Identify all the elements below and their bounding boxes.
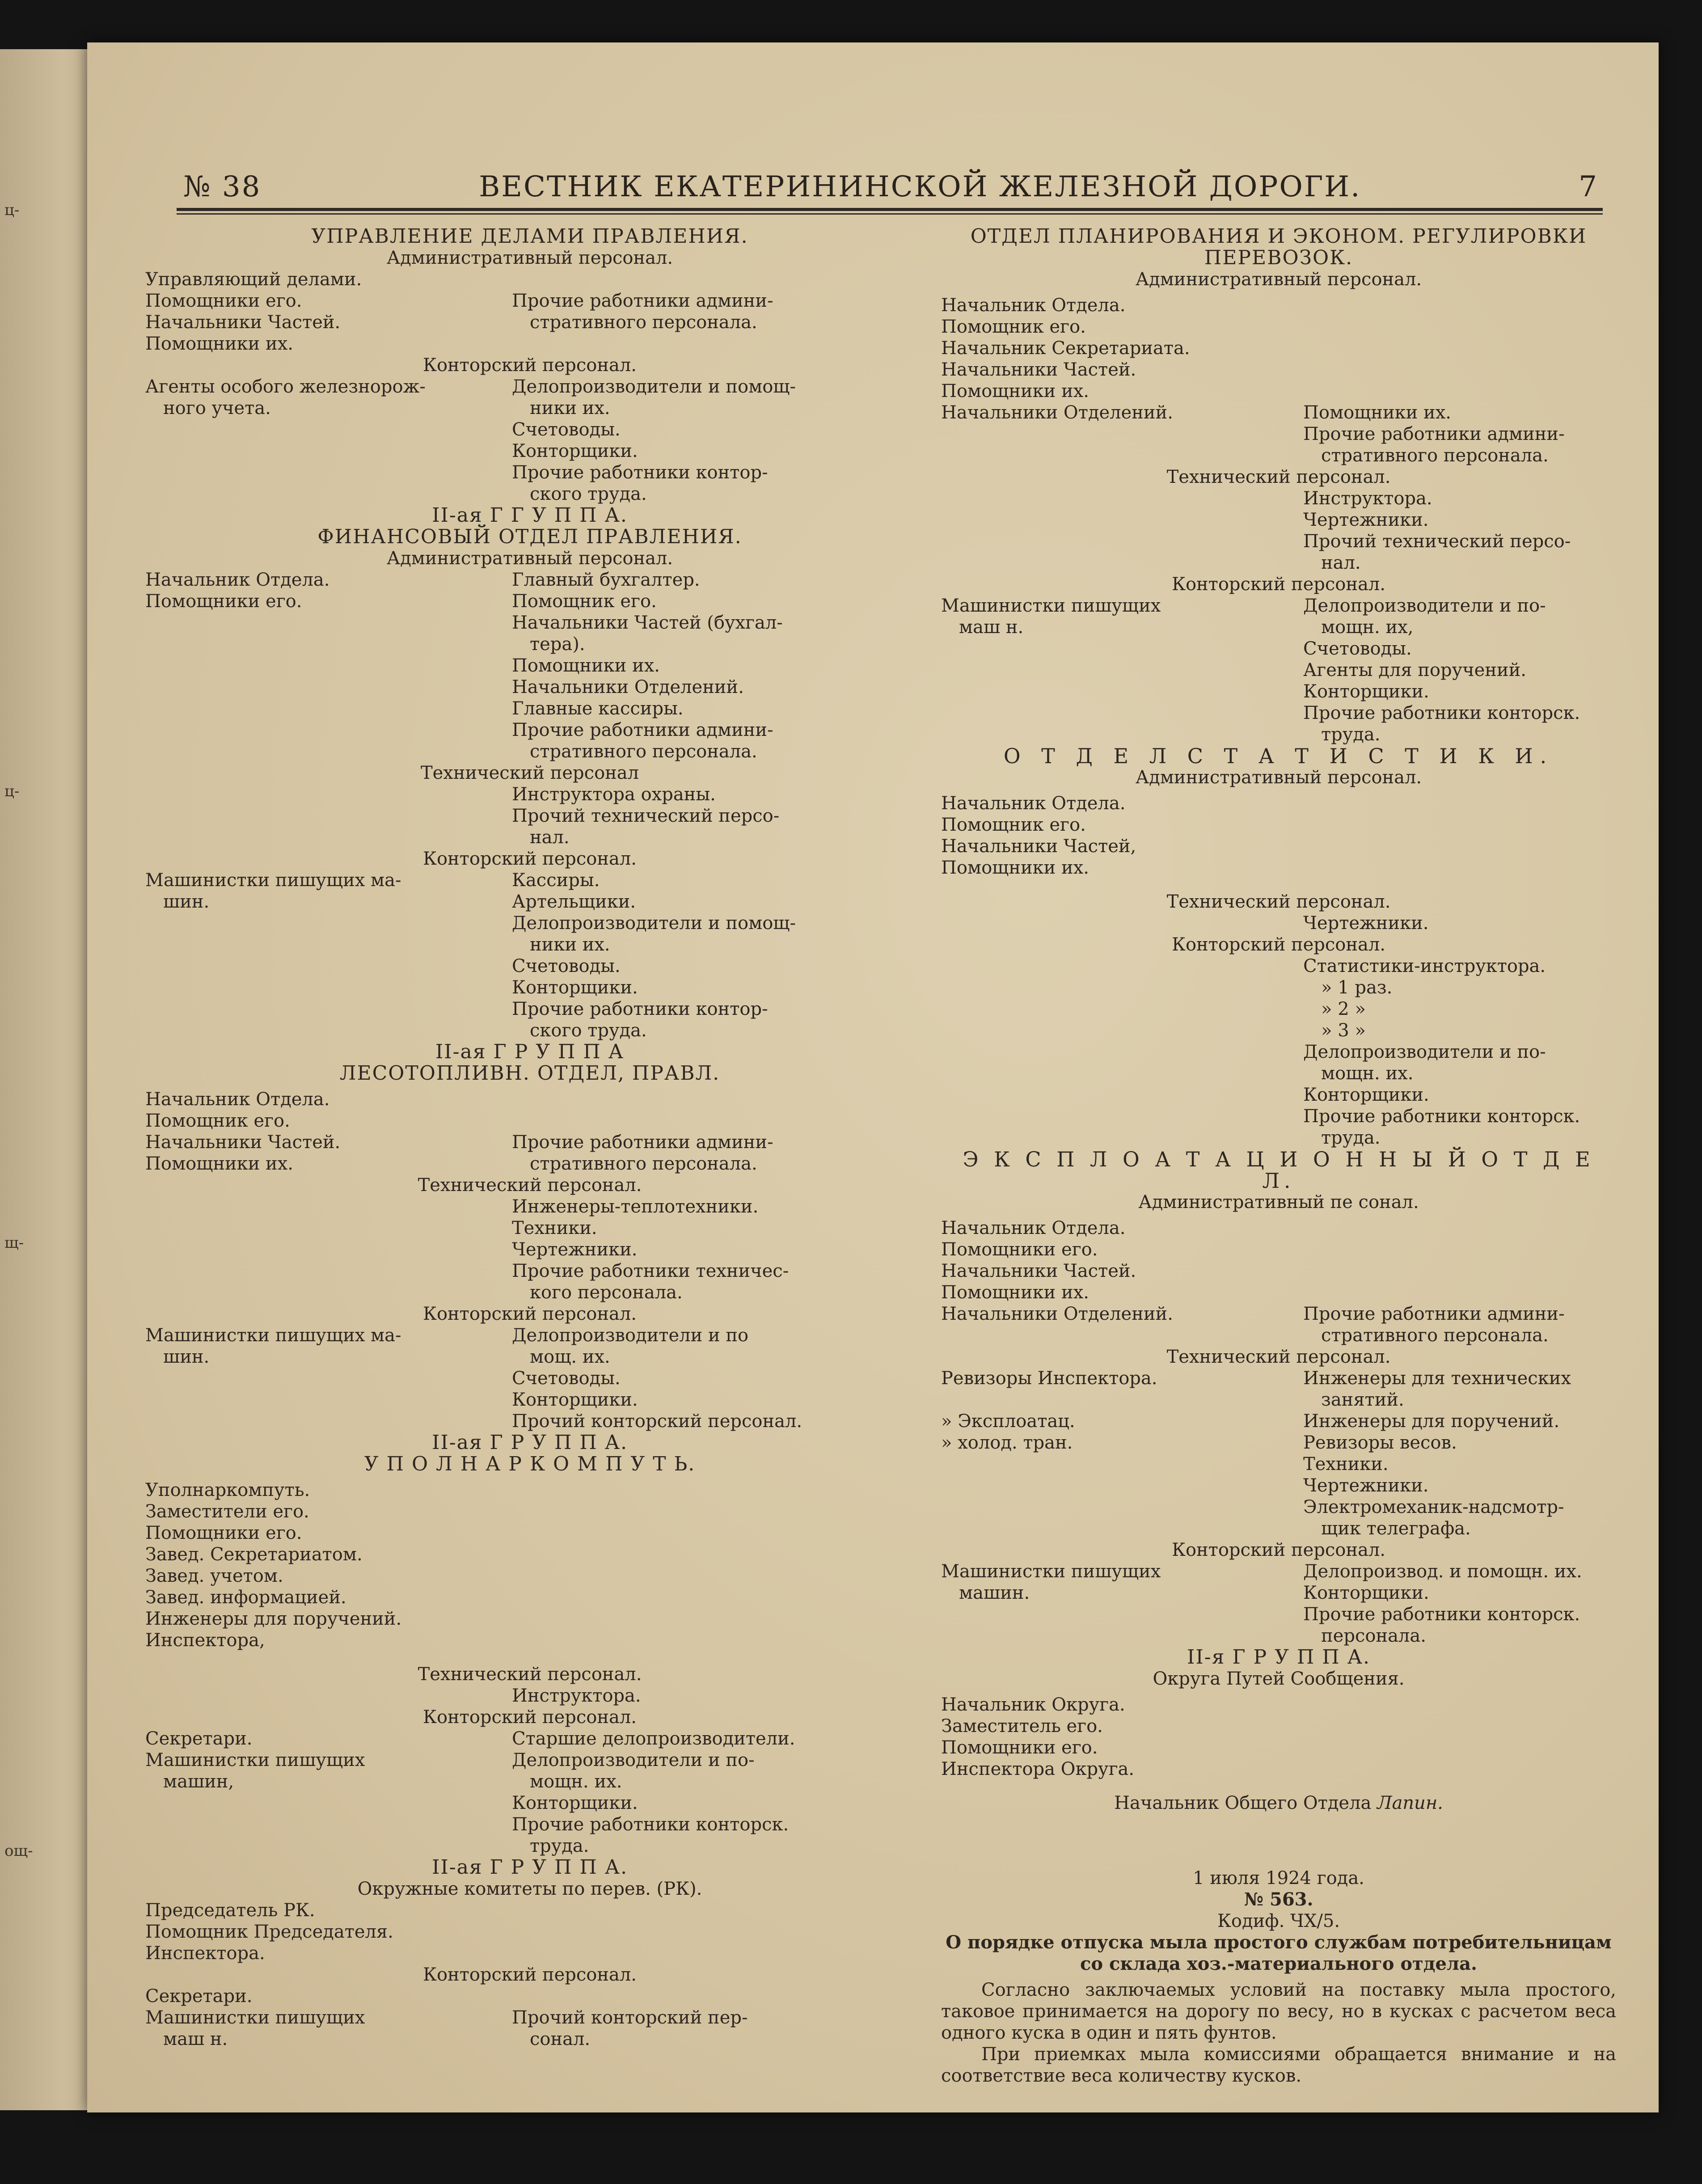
staff-item: Электромеханик-надсмотр- — [1303, 1497, 1564, 1517]
staff-item: Машинистки пишущих — [941, 596, 1161, 616]
staff-item: » Эксплоатац. — [941, 1411, 1075, 1432]
staff-item: Начальник Отдела. — [941, 1218, 1126, 1238]
staff-item: Начальники Частей. — [941, 359, 1136, 380]
staff-item: нал. — [530, 827, 570, 848]
subsection-title: Конторский персонал. — [1171, 934, 1385, 955]
staff-item: Машинистки пишущих ма- — [145, 870, 401, 891]
staff-item: шин. — [163, 891, 210, 912]
subsection-title: Технический персонал — [420, 763, 639, 783]
subsection-title: Технический персонал. — [1166, 467, 1391, 487]
staff-item: Помощники его. — [941, 1239, 1098, 1260]
staff-item: Прочие работники контор- — [512, 999, 768, 1019]
masthead — [183, 163, 1598, 203]
staff-item: Начальники Частей. — [145, 1132, 341, 1153]
staff-item: Инженеры для поручений. — [145, 1609, 402, 1629]
staff-item: стративного персонала. — [530, 312, 757, 333]
subsection-title: Технический персонал. — [1166, 1347, 1391, 1367]
staff-item: Инструктора. — [512, 1686, 641, 1706]
order-title-line: со склада хоз.-материального отдела. — [1080, 1953, 1477, 1974]
subsection-title: Технический персонал. — [1166, 891, 1391, 912]
staff-item: Начальники Отделений. — [941, 402, 1173, 423]
staff-item: Машинистки пишущих — [941, 1561, 1161, 1582]
staff-item: Заместитель его. — [941, 1716, 1103, 1736]
staff-block — [941, 488, 1616, 574]
staff-item: маш н. — [959, 617, 1024, 638]
staff-item: Управляющий делами. — [145, 269, 362, 290]
group-heading: II-ая Г Г У П П А. — [432, 504, 628, 527]
staff-block — [145, 1685, 914, 1707]
right-column — [941, 226, 1616, 2087]
section-title-continued: ПЕРЕВОЗОК. — [1204, 246, 1353, 269]
staff-item: Помощник его. — [512, 591, 657, 612]
staff-item: Ревизоры весов. — [1303, 1432, 1457, 1453]
staff-item: Инспектора. — [145, 1943, 265, 1964]
staff-block — [145, 1196, 914, 1303]
staff-block — [145, 1728, 914, 1857]
staff-item: Помощники их. — [941, 1282, 1089, 1303]
staff-item: Техники. — [512, 1218, 597, 1238]
order-code: Кодиф. ЧХ/5. — [1217, 1911, 1340, 1931]
staff-item: Делопроизводители и помощ- — [512, 376, 796, 397]
staff-item: Помощник его. — [941, 815, 1086, 835]
subsection-title: Конторский персонал. — [422, 355, 637, 376]
staff-item: Делопроизвод. и помощн. их. — [1303, 1561, 1582, 1582]
staff-item: Конторщики. — [1303, 1085, 1429, 1105]
staff-item: Машинистки пишущих — [145, 2007, 365, 2028]
subsection-title: Конторский персонал. — [1171, 574, 1385, 595]
staff-item: Чертежники. — [1303, 510, 1429, 530]
subsection-title: Административный пе сонал. — [1138, 1192, 1419, 1212]
left-column — [145, 226, 914, 2050]
staff-item: Прочие работники контор- — [512, 462, 768, 483]
staff-item: занятий. — [1321, 1390, 1404, 1410]
staff-item: Инженеры для технических — [1303, 1368, 1571, 1389]
order-title-line: О порядке отпуска мыла простого службам потребительницам — [946, 1932, 1612, 1953]
subsection-title: Конторский персонал. — [422, 1304, 637, 1324]
staff-item: Помощники его. — [145, 291, 302, 311]
staff-item: мощ. их. — [530, 1347, 610, 1367]
staff-item: Инспектора Округа. — [941, 1759, 1135, 1779]
staff-item: стративного персонала. — [530, 741, 757, 762]
staff-item: » 3 » — [1321, 1020, 1366, 1041]
staff-item: Секретари. — [145, 1986, 253, 2007]
staff-item: машин, — [163, 1771, 234, 1792]
staff-item: Помощники их. — [145, 1153, 293, 1174]
staff-item: Артельщики. — [512, 891, 636, 912]
staff-item: щик телеграфа. — [1321, 1518, 1471, 1539]
staff-item: тера). — [530, 634, 585, 655]
order-number: № 563. — [1244, 1889, 1313, 1910]
staff-item: Статистики-инструктора. — [1303, 956, 1546, 976]
subsection-title: Конторский персонал. — [422, 1707, 637, 1728]
staff-item: Прочие работники админи- — [512, 291, 773, 311]
group-heading: II-ая Г Р У П П А. — [431, 1431, 628, 1454]
staff-block — [145, 870, 914, 1041]
staff-list — [941, 295, 1616, 402]
staff-item: Помощники их. — [941, 858, 1089, 878]
staff-item: Делопроизводители и по — [512, 1325, 749, 1346]
group-heading: II-ая Г Р У П П А — [435, 1040, 625, 1063]
newspaper-page — [87, 42, 1659, 2112]
subsection-title: Технический персонал. — [418, 1664, 642, 1685]
staff-block — [145, 376, 914, 505]
masthead-rule-thin — [177, 213, 1603, 215]
staff-list — [941, 1694, 1616, 1780]
staff-block — [145, 269, 914, 355]
staff-item: труда. — [1321, 1128, 1381, 1148]
staff-list — [145, 1900, 914, 1964]
staff-item: Прочий конторский персонал. — [512, 1411, 802, 1432]
staff-block — [941, 1561, 1616, 1647]
staff-block — [941, 402, 1616, 466]
order-paragraph: При приемках мыла комиссиями обращается внимание и на соответствие веса количеству кусков. — [941, 2044, 1616, 2086]
section-title: ФИНАНСОВЫЙ ОТДЕЛ ПРАВЛЕНИЯ. — [317, 525, 742, 548]
staff-item: Начальники Частей. — [941, 1261, 1136, 1281]
staff-block — [941, 1303, 1616, 1346]
staff-item: ники их. — [530, 398, 610, 418]
staff-item: Инспектора, — [145, 1630, 265, 1651]
staff-item: шин. — [163, 1347, 210, 1367]
adjacent-page-fragment: ощ- — [4, 1842, 33, 1860]
staff-item: Начальники Отделений. — [941, 1304, 1173, 1324]
staff-item: Начальник Секретариата. — [941, 338, 1190, 359]
staff-item: Делопроизводители и по- — [512, 1750, 755, 1770]
section-title: О Т Д Е Л С Т А Т И С Т И К И. — [1003, 744, 1554, 768]
staff-item: нал. — [1321, 553, 1361, 573]
staff-item: мощн. их. — [530, 1771, 622, 1792]
staff-block — [941, 1368, 1616, 1539]
staff-item: » холод. тран. — [941, 1432, 1073, 1453]
signature-position: Начальник Общего Отдела — [1114, 1793, 1372, 1813]
staff-block — [145, 1985, 914, 2050]
issue-number: № 38 — [183, 170, 262, 203]
section-title: Округа Путей Сообщения. — [1153, 1669, 1405, 1689]
section-title: Э К С П Л О А Т А Ц И О Н Н Ы Й О Т Д Е Л. — [963, 1147, 1595, 1193]
staff-item: Помощник его. — [145, 1111, 290, 1131]
staff-item: Конторщики. — [1303, 681, 1429, 702]
section-title: ОТДЕЛ ПЛАНИРОВАНИЯ И ЭКОНОМ. РЕГУЛИРОВКИ — [970, 225, 1587, 248]
staff-item: Инструктора охраны. — [512, 784, 716, 805]
staff-block — [145, 784, 914, 848]
staff-item: » 2 » — [1321, 999, 1366, 1019]
staff-item: Завед. информацией. — [145, 1587, 346, 1608]
group-heading: II-ая Г Р У П П А. — [431, 1856, 628, 1879]
subsection-title: Конторский персонал. — [1171, 1540, 1385, 1560]
subsection-title: Технический персонал. — [418, 1175, 642, 1195]
staff-item: Начальники Отделений. — [512, 677, 744, 697]
staff-item: Конторщики. — [512, 441, 638, 461]
staff-item: Начальник Округа. — [941, 1694, 1125, 1715]
staff-item: Прочий технический персо- — [512, 806, 780, 826]
staff-item: Чертежники. — [512, 1239, 638, 1260]
staff-item: Начальник Отдела. — [145, 570, 330, 590]
staff-item: Машинистки пишущих — [145, 1750, 365, 1770]
staff-list — [941, 793, 1616, 879]
adjacent-page-fragment: щ- — [4, 1234, 24, 1252]
staff-item: Счетоводы. — [512, 419, 621, 440]
staff-item: Начальники Частей (бухгал- — [512, 613, 783, 633]
staff-item: Прочие работники админи- — [512, 1132, 773, 1153]
newspaper-title: ВЕСТНИК ЕКАТЕРИНИНСКОЙ ЖЕЛЕЗНОЙ ДОРОГИ. — [479, 170, 1361, 203]
staff-item: Прочий конторский пер- — [512, 2007, 748, 2028]
staff-item: Помощники его. — [145, 1523, 302, 1543]
staff-item: Завед. учетом. — [145, 1566, 283, 1586]
staff-item: ского труда. — [530, 1020, 647, 1041]
staff-item: » 1 раз. — [1321, 977, 1393, 998]
staff-item: Помощники их. — [1303, 402, 1451, 423]
page-number: 7 — [1579, 170, 1598, 203]
staff-item: ного учета. — [163, 398, 271, 418]
staff-item: Счетоводы. — [1303, 638, 1412, 659]
staff-item: Конторщики. — [512, 1793, 638, 1813]
staff-block — [941, 955, 1616, 1149]
staff-item: мощн. их. — [1321, 1063, 1414, 1084]
staff-item: Помощники их. — [512, 655, 660, 676]
staff-item: кого персонала. — [530, 1282, 683, 1303]
staff-item: Уполнаркомпуть. — [145, 1480, 310, 1500]
staff-item: Помощники их. — [145, 334, 293, 354]
staff-item: Чертежники. — [1303, 1475, 1429, 1496]
subsection-title: Административный персонал. — [1135, 767, 1422, 788]
staff-block — [145, 1089, 914, 1174]
section-title: У П О Л Н А Р К О М П У Т Ь. — [364, 1453, 696, 1475]
section-title: ЛЕСОТОПЛИВН. ОТДЕЛ, ПРАВЛ. — [339, 1062, 720, 1085]
staff-item: Помощник его. — [941, 317, 1086, 337]
staff-item: стративного персонала. — [1321, 445, 1549, 466]
subsection-title: Конторский персонал. — [422, 849, 637, 869]
staff-item: персонала. — [1321, 1626, 1426, 1646]
staff-block — [941, 912, 1616, 934]
staff-item: Прочие работники админи- — [512, 720, 773, 740]
staff-item: Агенты для поручений. — [1303, 660, 1526, 680]
staff-item: Прочие работники админи- — [1303, 1304, 1565, 1324]
staff-item: Начальник Отдела. — [145, 1089, 330, 1110]
staff-item: Помощник Председателя. — [145, 1922, 393, 1942]
adjacent-page-fragment: ц- — [4, 201, 20, 219]
masthead-rule-thick — [177, 208, 1603, 211]
subsection-title: Конторский персонал. — [422, 1964, 637, 1985]
staff-item: Начальник Отдела. — [941, 793, 1126, 814]
staff-list — [145, 1479, 914, 1651]
staff-item: Делопроизводители и по- — [1303, 596, 1546, 616]
staff-item: Прочие работники админи- — [1303, 424, 1565, 444]
staff-item: Секретари. — [145, 1728, 253, 1749]
staff-block — [145, 569, 914, 762]
staff-item: Помощники их. — [941, 381, 1089, 401]
order-title — [941, 1932, 1616, 1975]
subsection-title: Административный персонал. — [386, 548, 673, 569]
staff-item: Прочие работники техничес- — [512, 1261, 789, 1281]
staff-item: Председатель РК. — [145, 1900, 315, 1921]
group-heading: II-я Г Р У П П А. — [1187, 1646, 1370, 1669]
staff-item: Инженеры-теплотехники. — [512, 1196, 759, 1217]
staff-item: стративного персонала. — [530, 1153, 757, 1174]
staff-item: Начальники Частей, — [941, 836, 1136, 857]
staff-item: Прочие работники конторск. — [512, 1814, 789, 1835]
staff-item: ники их. — [530, 934, 610, 955]
subsection-title: Административный персонал. — [386, 248, 673, 268]
adjacent-page-fragment: ц- — [4, 782, 20, 800]
staff-item: Завед. Секретариатом. — [145, 1544, 363, 1565]
staff-item: Чертежники. — [1303, 913, 1429, 934]
staff-item: Заместители его. — [145, 1501, 309, 1522]
staff-item: Прочие работники конторск. — [1303, 1604, 1580, 1625]
order-date: 1 июля 1924 года. — [1193, 1868, 1364, 1888]
staff-item: ского труда. — [530, 484, 647, 504]
staff-item: Делопроизводители и по- — [1303, 1042, 1546, 1062]
staff-item: Начальники Частей. — [145, 312, 341, 333]
staff-item: Помощники его. — [145, 591, 302, 612]
signature-line — [941, 1792, 1616, 1814]
staff-item: Начальник Отдела. — [941, 295, 1126, 316]
staff-item: Конторщики. — [1303, 1583, 1429, 1603]
staff-item: маш н. — [163, 2029, 228, 2049]
section-title: УПРАВЛЕНИЕ ДЕЛАМИ ПРАВЛЕНИЯ. — [311, 225, 748, 248]
staff-item: Помощники его. — [941, 1737, 1098, 1758]
staff-item: Инструктора. — [1303, 488, 1432, 509]
staff-item: Ревизоры Инспектора. — [941, 1368, 1157, 1389]
staff-item: Техники. — [1303, 1454, 1389, 1474]
staff-item: Счетоводы. — [512, 1368, 621, 1389]
staff-item: Кассиры. — [512, 870, 600, 891]
staff-item: Прочий технический персо- — [1303, 531, 1571, 552]
staff-item: Прочие работники конторск. — [1303, 703, 1580, 723]
staff-item: машин. — [959, 1583, 1030, 1603]
staff-item: Старшие делопроизводители. — [512, 1728, 795, 1749]
subsection-title: Административный персонал. — [1135, 269, 1422, 290]
staff-item: Агенты особого железнорож- — [145, 376, 426, 397]
staff-item: труда. — [1321, 724, 1381, 745]
staff-list — [941, 1217, 1616, 1303]
staff-item: Конторщики. — [512, 977, 638, 998]
signature-name: Лапин. — [1377, 1793, 1443, 1813]
staff-item: труда. — [530, 1836, 589, 1856]
staff-item: Машинистки пишущих ма- — [145, 1325, 401, 1346]
staff-item: Главные кассиры. — [512, 698, 684, 719]
staff-item: Инженеры для поручений. — [1303, 1411, 1560, 1432]
staff-item: сонал. — [530, 2029, 591, 2049]
section-title: Окружные комитеты по перев. (РК). — [357, 1879, 702, 1899]
staff-item: Прочие работники конторск. — [1303, 1106, 1580, 1127]
staff-item: мощн. их, — [1321, 617, 1414, 638]
staff-block — [145, 1325, 914, 1432]
staff-item: стративного персонала. — [1321, 1325, 1549, 1346]
order-paragraph: Согласно заключаемых условий на поставку мыла простого, таковое принимается на дорогу по весу, но в кусках с расчетом веса одного куска в один и пять фунтов. — [941, 1980, 1616, 2043]
staff-item: Главный бухгалтер. — [512, 570, 700, 590]
staff-block — [941, 595, 1616, 745]
staff-item: Делопроизводители и помощ- — [512, 913, 796, 934]
staff-item: Конторщики. — [512, 1390, 638, 1410]
staff-item: Счетоводы. — [512, 956, 621, 976]
